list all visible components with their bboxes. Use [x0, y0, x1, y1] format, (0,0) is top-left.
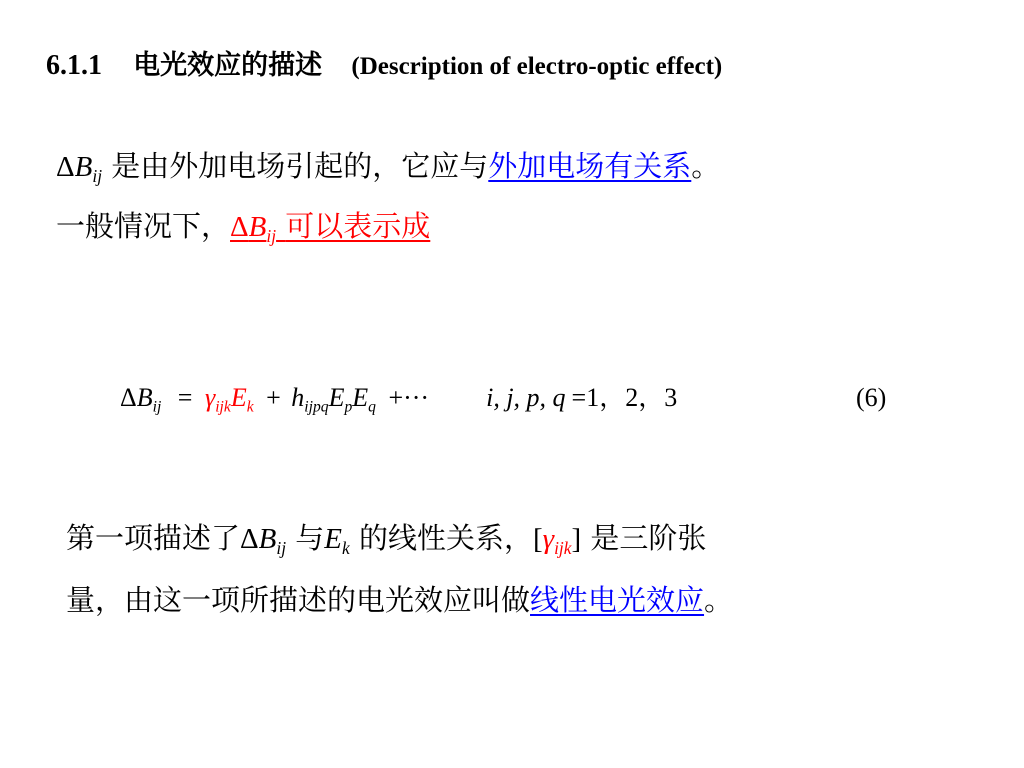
- eq-delta: Δ: [120, 383, 137, 412]
- p2-e-sub: k: [342, 538, 350, 559]
- eq-dots: ···: [403, 383, 430, 412]
- eq-b-sub: ij: [152, 398, 162, 416]
- red-delta-symbol: Δ: [230, 211, 249, 243]
- eq-e: E: [230, 383, 247, 412]
- eq-indices: i, j, p, q: [486, 383, 566, 412]
- p2-and: 与: [295, 521, 325, 555]
- paragraph-1-text-2: 一般情况下，: [56, 209, 231, 243]
- b-subscript: ij: [92, 166, 103, 187]
- section-title: [46, 46, 722, 87]
- eq-eq-sub: q: [368, 398, 376, 416]
- paragraph-2-end: 。: [704, 583, 734, 617]
- eq-plus-1: +: [266, 383, 281, 412]
- red-text: 可以表示成: [285, 209, 431, 243]
- equation-number: (6): [856, 383, 887, 412]
- paragraph-2-text-1: 第一项描述了: [66, 521, 241, 555]
- paragraph-2-text-2: 的线性关系，: [358, 521, 533, 555]
- p2-lbracket: [: [532, 523, 543, 555]
- p2-delta: Δ: [240, 523, 259, 555]
- eq-e-sub: k: [246, 398, 254, 416]
- p2-gamma: γ: [542, 523, 555, 555]
- paragraph-2-text-4: 量，由这一项所描述的电光效应叫做: [66, 583, 531, 617]
- section-title-en: (Description of electro-optic effect): [351, 53, 723, 80]
- section-number: 6.1.1: [46, 50, 102, 81]
- eq-h: h: [291, 383, 305, 412]
- p2-b-sub: ij: [276, 538, 287, 559]
- eq-gamma: γ: [204, 383, 216, 412]
- paragraph-1-end: 。: [691, 149, 721, 183]
- eq-ep-sub: p: [344, 398, 353, 416]
- p2-e: E: [324, 523, 343, 555]
- eq-values: 1，2，3: [586, 383, 678, 412]
- paragraph-2-line-2: [66, 580, 733, 620]
- eq-plus-2: +: [388, 383, 404, 412]
- paragraph-2-line-1: [66, 518, 706, 568]
- paragraph-2-text-3: 是三阶张: [590, 521, 707, 555]
- eq-b: B: [136, 383, 153, 412]
- delta-symbol: Δ: [56, 151, 75, 183]
- eq-gamma-sub: ijk: [215, 398, 231, 416]
- eq-equals-2: =: [571, 383, 587, 412]
- external-field-link[interactable]: 外加电场有关系: [488, 149, 692, 183]
- p2-b: B: [258, 523, 277, 555]
- red-b-symbol: B: [248, 211, 267, 243]
- p2-rbracket: ]: [571, 523, 582, 555]
- paragraph-1-line-1: [56, 146, 720, 196]
- p2-gamma-sub: ijk: [554, 538, 572, 559]
- eq-ep: E: [328, 383, 345, 412]
- paragraph-1-line-2: [56, 206, 430, 256]
- eq-h-sub: ijpq: [304, 398, 329, 416]
- paragraph-1-text: 是由外加电场引起的，它应与: [111, 149, 489, 183]
- equation-6: [120, 378, 677, 427]
- b-symbol: B: [74, 151, 93, 183]
- section-title-zh: 电光效应的描述: [133, 50, 323, 81]
- eq-equals: =: [177, 383, 193, 412]
- linear-eo-effect-link[interactable]: 线性电光效应: [530, 583, 705, 617]
- eq-eq: E: [352, 383, 369, 412]
- expressed-as-link[interactable]: [230, 209, 431, 247]
- red-b-subscript: ij: [266, 226, 277, 247]
